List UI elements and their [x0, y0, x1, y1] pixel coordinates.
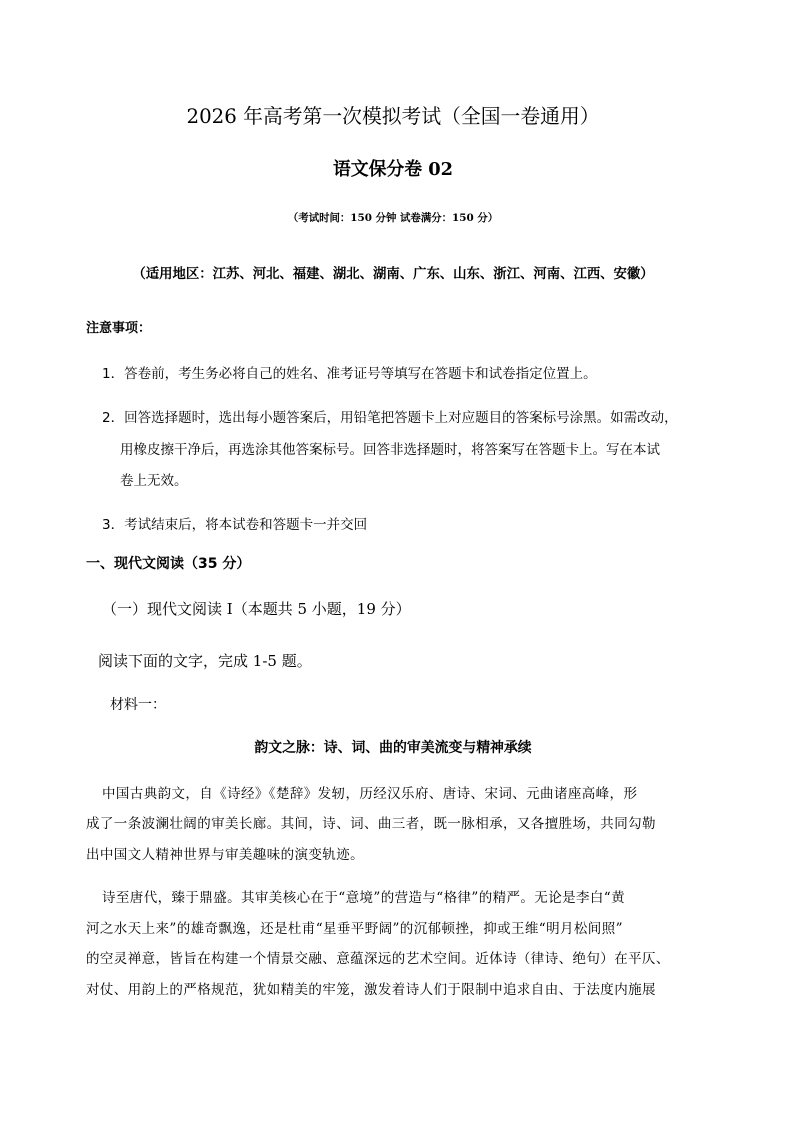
article-p1-line-2: 成了一条波澜壮阔的审美长廊。其间，诗、词、曲三者，既一脉相承，又各擅胜场，共同勾勒: [86, 816, 656, 832]
article-p1-line-3: 出中国文人精神世界与审美趣味的演变轨迹。: [86, 847, 364, 863]
exam-title: 2026 年高考第一次模拟考试（全国一卷通用）: [186, 104, 600, 128]
exam-subtitle: 语文保分卷 02: [332, 159, 454, 180]
article-p2-line-3: 的空灵禅意，皆旨在构建一个情景交融、意蕴深远的艺术空间。近体诗（律诗、绝句）在平仄、: [86, 951, 670, 967]
material-label: 材料一：: [110, 697, 166, 713]
notice-item-3: 3．考试结束后，将本试卷和答题卡一并交回: [102, 517, 368, 533]
section-heading: 一、现代文阅读（35 分）: [86, 556, 251, 572]
exam-time-score: （考试时间：150 分钟 试卷满分：150 分）: [287, 212, 499, 224]
applicable-regions: （适用地区：江苏、河北、福建、湖北、湖南、广东、山东、浙江、河南、江西、安徽）: [132, 266, 654, 282]
notice-item-1: 1．答卷前，考生务必将自己的姓名、准考证号等填写在答题卡和试卷指定位置上。: [102, 366, 597, 382]
reading-instruction: 阅读下面的文字，完成 1-5 题。: [98, 652, 312, 670]
notice-item-2-line-1: 2．回答选择题时，选出每小题答案后，用铅笔把答题卡上对应题目的答案标号涂黑。如需改动，: [102, 410, 678, 426]
notice-item-2-line-3: 卷上无效。: [120, 473, 188, 489]
article-p2-line-4: 对仗、用韵上的严格规范，犹如精美的牢笼，激发着诗人们于限制中追求自由、于法度内施展: [86, 982, 656, 998]
notice-heading: 注意事项：: [86, 321, 152, 336]
article-p2-line-1: 诗至唐代，臻于鼎盛。其审美核心在于“意境”的营造与“格律”的精严。无论是李白“黄: [102, 890, 626, 906]
subsection-heading: （一）现代文阅读 I（本题共 5 小题，19 分）: [102, 600, 411, 618]
article-p2-line-2: 河之水天上来”的雄奇飘逸，还是杜甫“星垂平野阔”的沉郁顿挫，抑或王维“明月松间照”: [86, 921, 623, 937]
article-title: 韵文之脉：诗、词、曲的审美流变与精神承续: [254, 740, 532, 756]
notice-item-2-line-2: 用橡皮擦干净后，再选涂其他答案标号。回答非选择题时，将答案写在答题卡上。写在本试: [120, 442, 660, 458]
article-p1-line-1: 中国古典韵文，自《诗经》《楚辞》发轫，历经汉乐府、唐诗、宋词、元曲诸座高峰，形: [102, 786, 638, 802]
